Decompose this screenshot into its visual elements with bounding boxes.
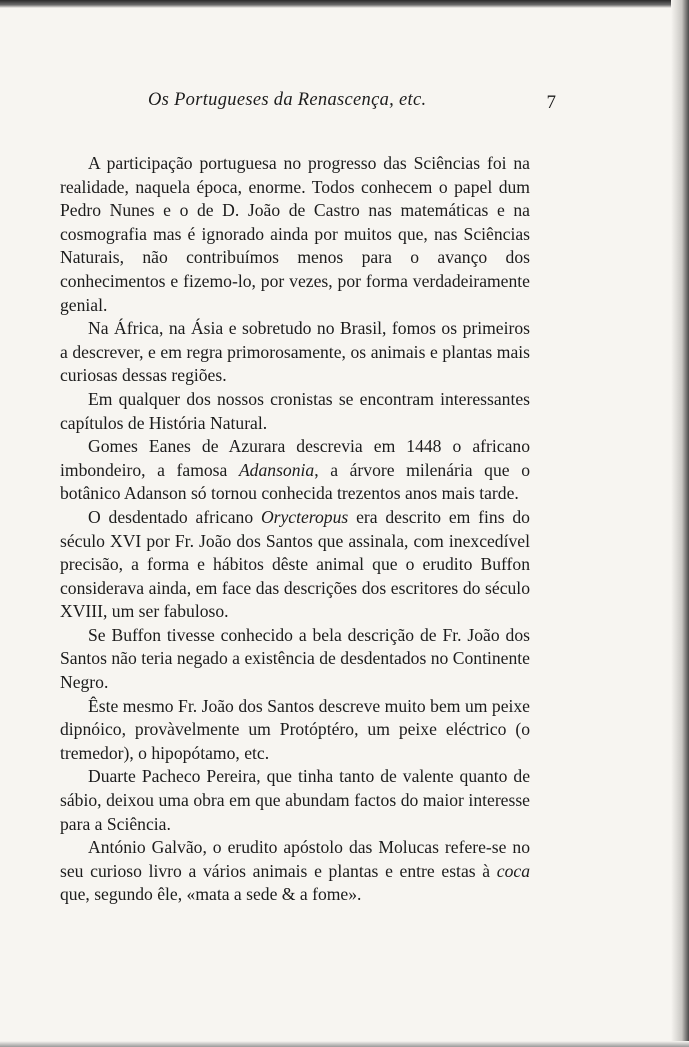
scan-top-edge [0,0,689,8]
running-title: Os Portugueses da Renascença, etc. [148,90,427,110]
italic-term: coca [496,860,530,881]
paragraph: O desdentado africano Orycteropus era descrito em fins do século XVI por Fr. João dos Santos que assinala, com inexcedível precisão, a forma e hábitos dêste animal que o erudito Buffon considerava ainda, em face das descrições dos escritores do século XVIII, um ser fabuloso. [60,506,530,622]
page-header [60,90,556,120]
italic-term: Orycteropus [260,506,349,527]
paragraph: Gomes Eanes de Azurara descrevia em 1448 o africano imbondeiro, a famosa Adansonia, a árvore milenária que o botânico Adanson só tornou conhecida trezentos anos mais tarde. [60,436,530,504]
paragraph: Em qualquer dos nossos cronistas se encontram interessantes capítulos de História Natural. [60,388,530,433]
paragraph: A participação portuguesa no progresso das Sciências foi na realidade, naquela época, enorme. Todos conhecem o papel dum Pedro Nunes e o de D. João de Castro nas matemáticas e na cosmografia mas é ignorado ainda por muitos que, nas Sciências Naturais, não contribuímos menos para o avanço dos conhecimentos e fizemo-lo, por vezes, por forma verdadeiramente genial. [60,153,530,315]
paragraph: Êste mesmo Fr. João dos Santos descreve muito bem um peixe dipnóico, provàvelmente um Protóptéro, um peixe eléctrico (o tremedor), o hipopótamo, etc. [60,695,530,763]
body-text [60,152,530,907]
paragraph: António Galvão, o erudito apóstolo das Molucas refere-se no seu curioso livro a vários animais e plantas e entre estas à coca que, segundo êle, «mata a sede & a fome». [60,837,530,905]
scan-right-edge [671,0,689,1047]
paragraph: Duarte Pacheco Pereira, que tinha tanto de valente quanto de sábio, deixou uma obra em que abundam factos do maior interesse para a Sciência. [60,766,530,834]
page-number: 7 [546,92,556,113]
italic-term: Adansonia [238,459,315,480]
paragraph: Se Buffon tivesse conhecido a bela descrição de Fr. João dos Santos não teria negado a existência de desdentados no Continente Negro. [60,624,530,693]
scan-bottom-edge [0,1041,689,1047]
paragraph: Na África, na Ásia e sobretudo no Brasil, fomos os primeiros a descrever, e em regra primorosamente, os animais e plantas mais curiosas dessas regiões. [60,318,530,386]
